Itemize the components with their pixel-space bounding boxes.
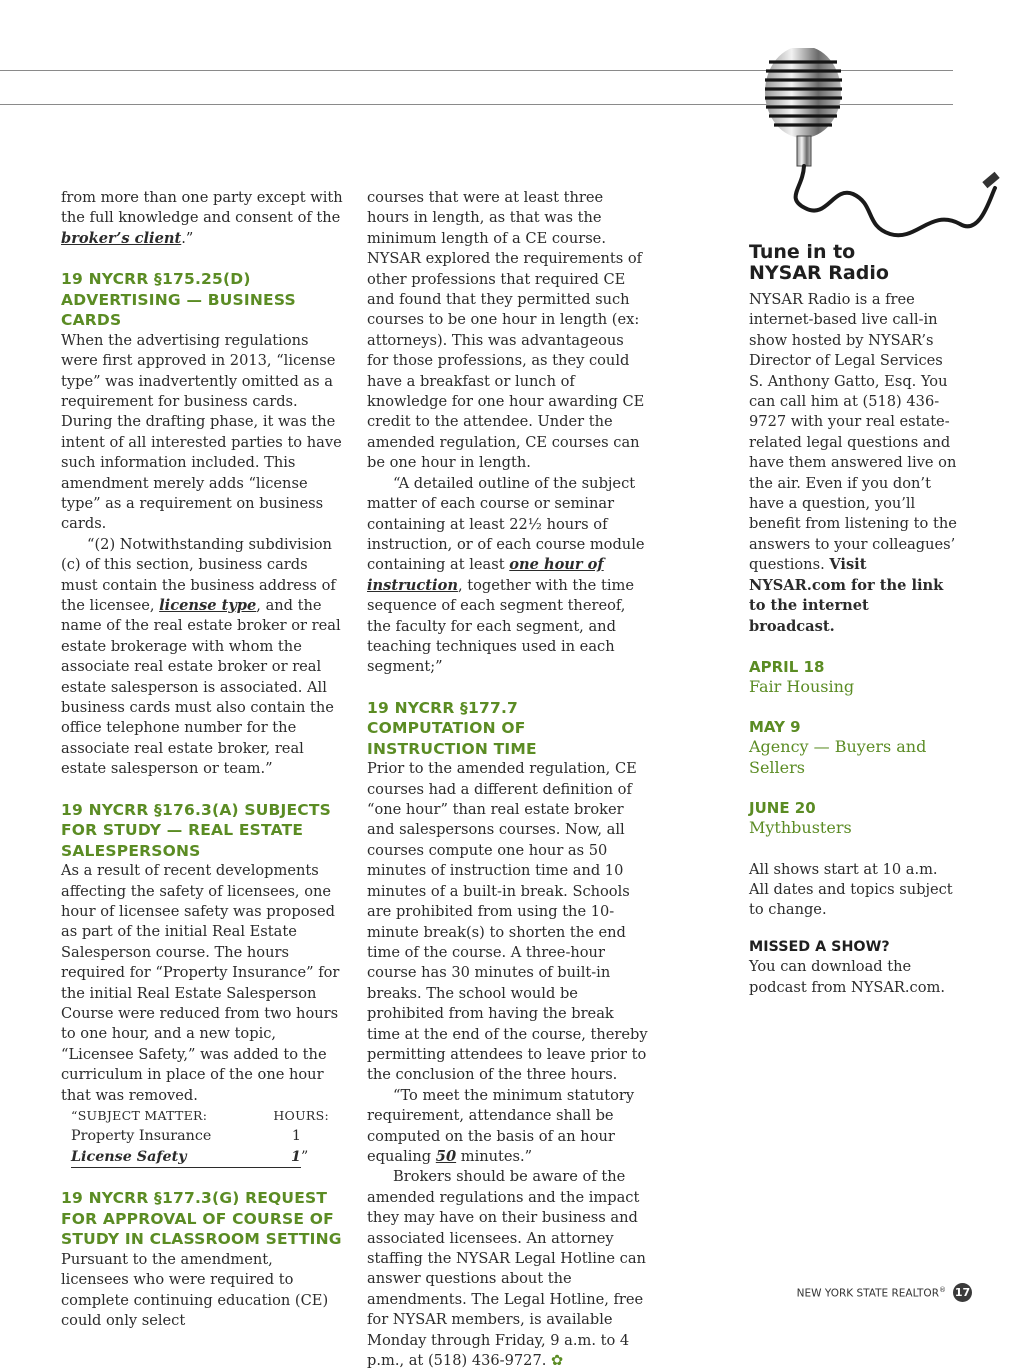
table-cell-hours: 1 bbox=[291, 1147, 301, 1168]
quote-minimum-statutory: “To meet the minimum statutory requirement, attendance shall be computed on the basis of an hour equaling 50 minutes.” bbox=[367, 1086, 635, 1165]
mic-head bbox=[765, 48, 842, 138]
emphasis-one-hour: one hour of instruction bbox=[367, 556, 604, 594]
emphasis-fifty: 50 bbox=[435, 1147, 457, 1165]
end-mark-icon: ✿ bbox=[551, 1352, 564, 1370]
sidebar-body: NYSAR Radio is a free internet-based live call-in show hosted by NYSAR’s Director of Legal Services S. Anthony Gatto, Esq. You can call him at (518) 436-9727 with your real estate-related legal questions and have them answered live on the air. Even if you don’t have a question, you’ll benefit from listening to the answers to your colleagues’ questions. Visit NYSAR.com for the link to the internet broadcast. bbox=[749, 291, 957, 635]
column-left bbox=[61, 188, 344, 1331]
usb-plug bbox=[982, 172, 999, 188]
emphasis-brokers-client: broker’s client bbox=[61, 229, 182, 247]
paragraph-computation: Prior to the amended regulation, CE courses had a different definition of “one hour” than real estate broker and salespersons courses. Now, all courses compute one hour as 50 minutes of instruction time and 10 minutes of a built-in break. Schools are prohibited from using the 10-minute break(s) to shorten the end time of the course. A three-hour course has 30 minutes of built-in breaks. The school would be prohibited from having the break time at the end of the course, thereby permitting attendees to leave prior to the conclusion of the three hours. bbox=[367, 760, 648, 1084]
quote-business-cards: “(2) Notwithstanding subdivision (c) of this section, business cards must contain the business address of the licensee, license type, and the name of the real estate broker or real estate brokerage with whom the associate real estate broker or real estate salesperson is associated. All business cards must also contain the office telephone number for the associate real estate broker, real estate salesperson or team.” bbox=[61, 535, 341, 778]
show-topic: Mythbusters bbox=[749, 818, 852, 838]
microphone-illustration bbox=[755, 48, 1005, 258]
show-topic: Agency — Buyers and Sellers bbox=[749, 737, 927, 777]
page-footer bbox=[797, 1283, 972, 1302]
table-cell-subject: Property Insurance bbox=[71, 1128, 212, 1145]
heading-subjects-for-study: 19 NYCRR §176.3(A) SUBJECTS FOR STUDY — REAL ESTATE SALESPERSONS bbox=[61, 800, 332, 860]
sidebar-title: Tune in to NYSAR Radio bbox=[749, 241, 889, 284]
paragraph-subjects-for-study: As a result of recent developments affecting the safety of licensees, one hour of licensee safety was proposed as part of the initial Real Estate Salesperson course. The hours required for “Property Insurance” for the initial Real Estate Salesperson Course were reduced from two hours to one hour, and a new topic, “Licensee Safety,” was added to the curriculum in place of the one hour that was removed. bbox=[61, 862, 340, 1104]
table-header-hours: HOURS: bbox=[273, 1108, 329, 1124]
paragraph-advertising: When the advertising regulations were first approved in 2013, “license type” was inadvertently omitted as a requirement for business cards. During the drafting phase, it was the intent of all interested parties to have such information included. This amendment merely adds “license type” as a requirement on business cards. bbox=[61, 331, 342, 533]
quote-course-outline: “A detailed outline of the subject matter of each course or seminar containing at least 22½ hours of instruction, or of each course module containing at least one hour of instruction, together with the time sequence of each segment thereof, the faculty for each segment, and teaching techniques used in each segment;” bbox=[367, 474, 645, 676]
show-topic: Fair Housing bbox=[749, 676, 855, 696]
table-cell-subject: License Safety bbox=[71, 1147, 291, 1168]
show-date: JUNE 20 bbox=[749, 799, 816, 818]
missed-show-heading: MISSED A SHOW? bbox=[749, 938, 890, 955]
table-header-subject: “SUBJECT MATTER: bbox=[71, 1108, 208, 1124]
missed-show-text: You can download the podcast from NYSAR.com. bbox=[749, 958, 945, 996]
sidebar-note: All shows start at 10 a.m. All dates and topics subject to change. bbox=[749, 860, 953, 919]
table-cell-hours: 1 bbox=[291, 1128, 301, 1145]
column-middle bbox=[367, 188, 649, 1371]
table-row bbox=[71, 1147, 329, 1168]
table-header-row bbox=[71, 1106, 329, 1126]
show-date: APRIL 18 bbox=[749, 657, 825, 676]
paragraph-request-for-approval: Pursuant to the amendment, licensees who were required to complete continuing education (CE) could only select bbox=[61, 1250, 329, 1329]
heading-request-for-approval: 19 NYCRR §177.3(G) REQUEST FOR APPROVAL OF COURSE OF STUDY IN CLASSROOM SETTING bbox=[61, 1189, 342, 1249]
page-number: 17 bbox=[953, 1283, 972, 1302]
publication-name: NEW YORK STATE REALTOR® bbox=[796, 1285, 946, 1300]
table-closing-quote: ” bbox=[301, 1148, 309, 1165]
hours-table bbox=[71, 1106, 329, 1168]
table-row bbox=[71, 1126, 329, 1146]
mic-stem bbox=[797, 136, 811, 166]
paragraph-brokers-aware: Brokers should be aware of the amended regulations and the impact they may have on their business and associated licensees. An attorney staffing the NYSAR Legal Hotline can answer questions about the amendments. The Legal Hotline, free for NYSAR members, is available Monday through Friday, 9 a.m. to 4 p.m., at (518) 436-9727. ✿ bbox=[367, 1168, 646, 1370]
show-date: MAY 9 bbox=[749, 718, 801, 737]
emphasis-license-type: license type bbox=[159, 597, 257, 614]
sidebar-visit-link-text: Visit NYSAR.com for the link to the internet broadcast. bbox=[749, 556, 944, 635]
mic-cable bbox=[796, 166, 995, 235]
intro-paragraph: from more than one party except with the full knowledge and consent of the broker’s client.” bbox=[61, 189, 343, 247]
paragraph-ce-courses: courses that were at least three hours in length, as that was the minimum length of a CE course. NYSAR explored the requirements of other professions that required CE and found that they permitted such courses to be one hour in length (ex: attorneys). This was advantageous for those professions, as they could have a breakfast or lunch of knowledge for one hour awarding CE credit to the attendee. Under the amended regulation, CE courses can be one hour in length. bbox=[367, 189, 645, 472]
heading-advertising-business-cards: 19 NYCRR §175.25(D) ADVERTISING — BUSINESS CARDS bbox=[61, 270, 296, 330]
heading-computation-of-instruction-time: 19 NYCRR §177.7 COMPUTATION OF INSTRUCTION TIME bbox=[367, 698, 537, 758]
radio-sidebar bbox=[749, 242, 959, 998]
